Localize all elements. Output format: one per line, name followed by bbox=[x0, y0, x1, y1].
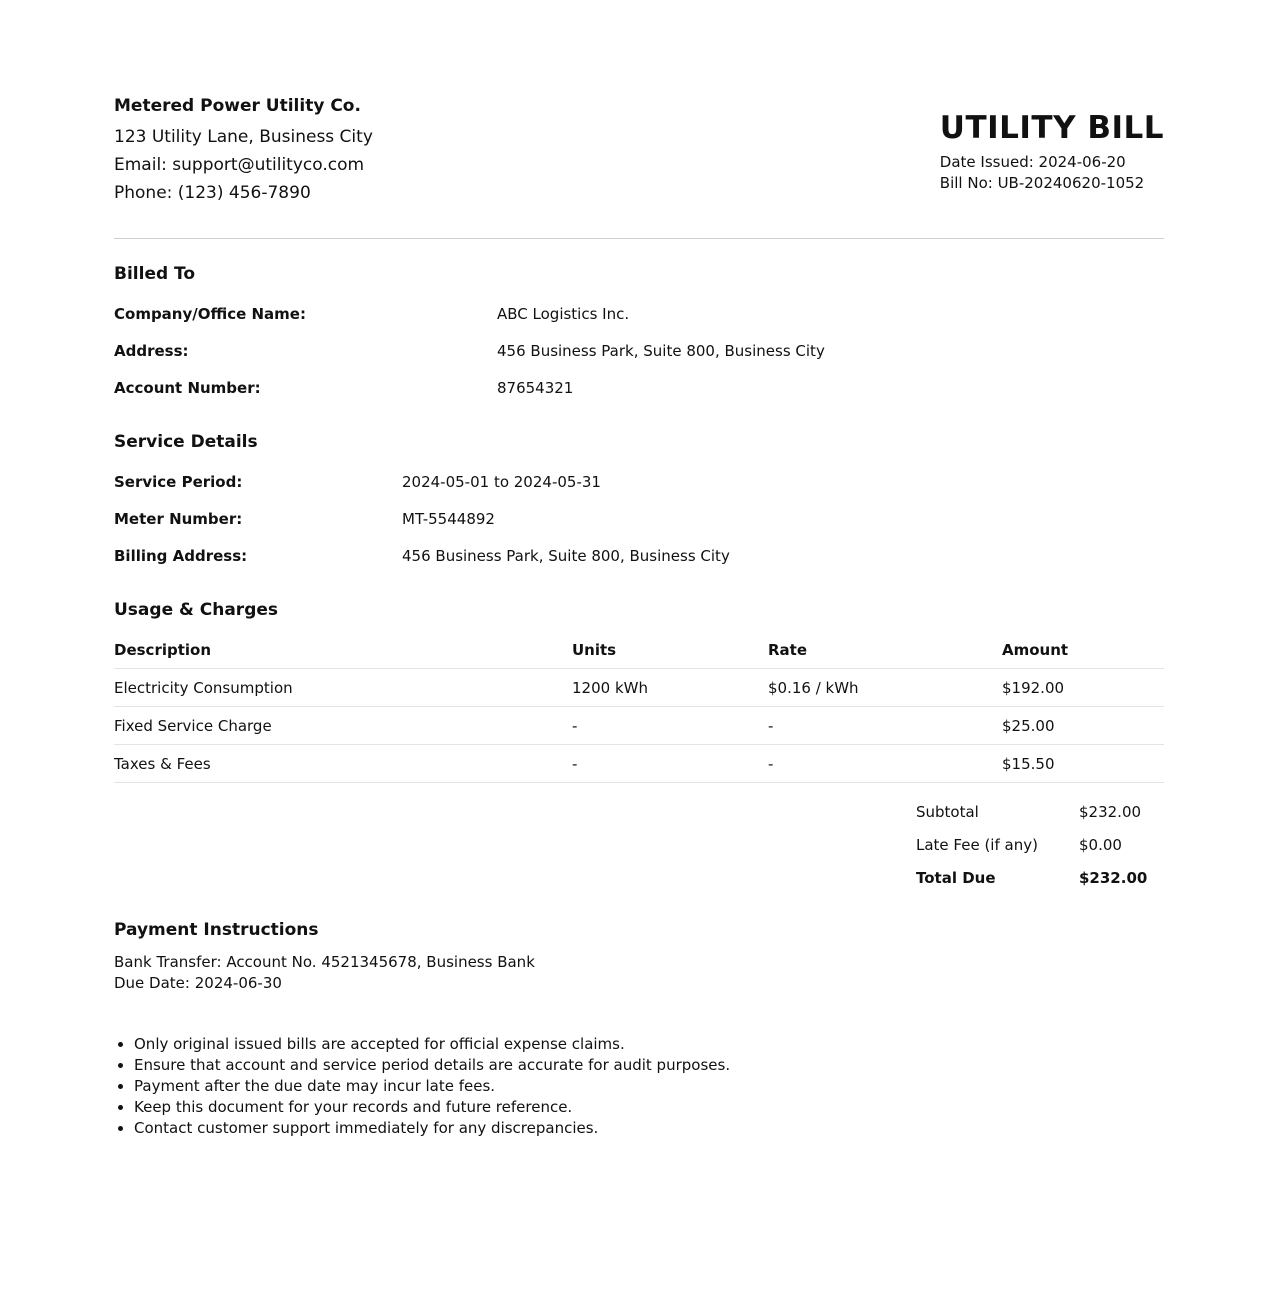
utility-bill-document bbox=[114, 0, 1164, 1137]
company-name: Metered Power Utility Co. bbox=[114, 96, 361, 116]
company-name-value: ABC Logistics Inc. bbox=[497, 305, 630, 323]
total-due-value: $232.00 bbox=[1079, 868, 1148, 887]
late-fee-label: Late Fee (if any) bbox=[916, 835, 1038, 854]
cell-units: 1200 kWh bbox=[572, 669, 768, 707]
subtotal-label: Subtotal bbox=[916, 802, 979, 821]
header-units: Units bbox=[572, 631, 768, 669]
payment-details bbox=[114, 952, 535, 994]
company-name-label: Company/Office Name: bbox=[114, 305, 306, 323]
total-due-row bbox=[916, 861, 1164, 894]
billed-to-row bbox=[114, 303, 1164, 325]
cell-rate: - bbox=[768, 707, 1002, 745]
cell-description: Taxes & Fees bbox=[114, 745, 572, 783]
cell-amount: $192.00 bbox=[1002, 669, 1164, 707]
header-rate: Rate bbox=[768, 631, 1002, 669]
payment-instructions-title: Payment Instructions bbox=[114, 920, 319, 940]
late-fee-row bbox=[916, 828, 1164, 861]
service-row bbox=[114, 545, 1164, 567]
cell-description: Fixed Service Charge bbox=[114, 707, 572, 745]
bill-header bbox=[114, 0, 1164, 239]
table-row bbox=[114, 745, 1164, 783]
header-amount: Amount bbox=[1002, 631, 1164, 669]
bill-notes-list bbox=[114, 1034, 730, 1139]
list-item: • Contact customer support immediately for any discrepancies. bbox=[134, 1118, 730, 1139]
late-fee-value: $0.00 bbox=[1079, 835, 1122, 854]
list-item: • Only original issued bills are accepted for official expense claims. bbox=[134, 1034, 730, 1055]
address-label: Address: bbox=[114, 342, 189, 360]
table-row bbox=[114, 669, 1164, 707]
cell-amount: $25.00 bbox=[1002, 707, 1164, 745]
address-value: 456 Business Park, Suite 800, Business City bbox=[497, 342, 825, 360]
company-email: Email: support@utilityco.com bbox=[114, 155, 365, 175]
cell-rate: $0.16 / kWh bbox=[768, 669, 1002, 707]
bill-number: Bill No: UB-20240620-1052 bbox=[939, 174, 1145, 192]
bank-transfer-info: Bank Transfer: Account No. 4521345678, Business Bank bbox=[114, 953, 535, 971]
company-info bbox=[114, 95, 373, 207]
service-period-label: Service Period: bbox=[114, 473, 243, 491]
service-period-value: 2024-05-01 to 2024-05-31 bbox=[402, 473, 601, 491]
bill-title: UTILITY BILL bbox=[939, 110, 1164, 146]
service-details-title: Service Details bbox=[114, 432, 258, 452]
totals-table bbox=[916, 795, 1164, 894]
company-address: 123 Utility Lane, Business City bbox=[114, 127, 373, 147]
list-item: • Ensure that account and service period details are accurate for audit purposes. bbox=[134, 1055, 730, 1076]
charges-table bbox=[114, 631, 1164, 783]
billing-address-value: 456 Business Park, Suite 800, Business City bbox=[402, 547, 730, 565]
header-description: Description bbox=[114, 631, 572, 669]
billed-to-title: Billed To bbox=[114, 264, 196, 284]
cell-description: Electricity Consumption bbox=[114, 669, 572, 707]
due-date: Due Date: 2024-06-30 bbox=[114, 974, 282, 992]
account-number-label: Account Number: bbox=[114, 379, 261, 397]
cell-units: - bbox=[572, 745, 768, 783]
account-number-value: 87654321 bbox=[497, 379, 574, 397]
list-item: • Keep this document for your records and future reference. bbox=[134, 1097, 730, 1118]
service-row bbox=[114, 471, 1164, 493]
billed-to-row bbox=[114, 377, 1164, 399]
total-due-label: Total Due bbox=[916, 868, 996, 887]
date-issued: Date Issued: 2024-06-20 bbox=[939, 153, 1126, 171]
bill-heading bbox=[940, 108, 1164, 194]
cell-rate: - bbox=[768, 745, 1002, 783]
meter-number-value: MT-5544892 bbox=[402, 510, 495, 528]
company-phone: Phone: (123) 456-7890 bbox=[114, 183, 311, 203]
cell-units: - bbox=[572, 707, 768, 745]
table-row bbox=[114, 707, 1164, 745]
subtotal-value: $232.00 bbox=[1079, 802, 1142, 821]
meter-number-label: Meter Number: bbox=[114, 510, 243, 528]
service-row bbox=[114, 508, 1164, 530]
usage-charges-title: Usage & Charges bbox=[114, 600, 279, 620]
billed-to-row bbox=[114, 340, 1164, 362]
billing-address-label: Billing Address: bbox=[114, 547, 248, 565]
list-item: • Payment after the due date may incur late fees. bbox=[134, 1076, 730, 1097]
subtotal-row bbox=[916, 795, 1164, 828]
charges-header-row bbox=[114, 631, 1164, 669]
cell-amount: $15.50 bbox=[1002, 745, 1164, 783]
